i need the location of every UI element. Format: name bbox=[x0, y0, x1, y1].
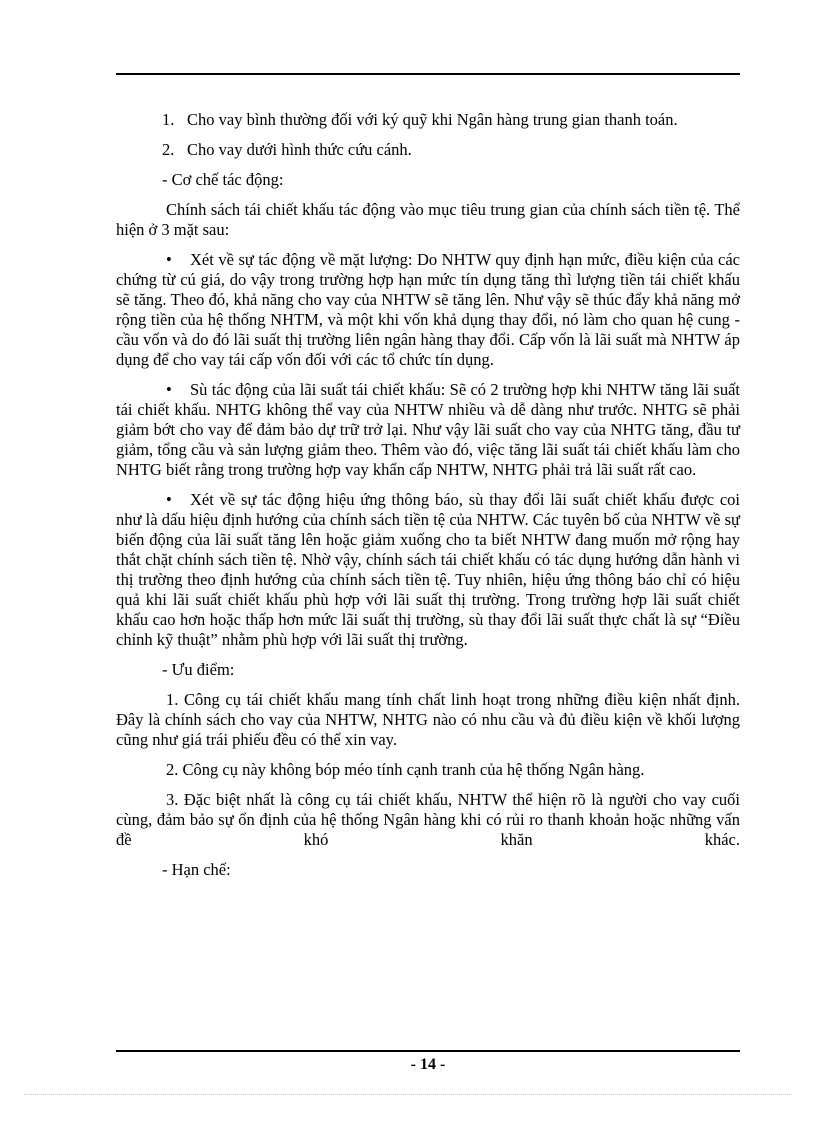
bullet-text: Xét về sự tác động hiệu ứng thông báo, sù thay đổi lãi suất chiết khấu được coi như là dấu hiệu định hướng của chính sách tiền tệ của NHTW. Các tuyên bố của NHTW về sự biến động của lãi suất tăng lên hoặc giảm xuống cho ta biết NHTW đang muốn mở rộng hay thắt chặt chính sách tiền tệ. Nhờ vậy, chính sách tái chiết khấu có tác dụng hướng dẫn hành vi thị trường theo định hướng của chính sách tiền tệ. Tuy nhiên, hiệu ứng thông báo chỉ có hiệu quả khi lãi suất chiết khấu phù hợp với lãi suất thị trường. Trong trường hợp lãi suất chiết khấu cao hơn hoặc thấp hơn mức lãi suất thị trường, sù thay đổi lãi suất thực chất là sự “Điều chỉnh kỹ thuật” nhằm phù hợp với lãi suất thị trường. bbox=[116, 490, 740, 649]
section-heading-limitations: - Hạn chế: bbox=[162, 860, 231, 879]
bullet-icon: • bbox=[166, 380, 172, 399]
header-rule bbox=[116, 73, 740, 75]
bullet-text: Sù tác động của lãi suất tái chiết khấu: Sẽ có 2 trường hợp khi NHTW tăng lãi suất tái chiết khấu. NHTG không thể vay của NHTW nhiều và dễ dàng như trước. NHTG sẽ phải giảm bớt cho vay để đảm bảo dự trữ trở lại. Như vậy lãi suất cho vay của NHTG tăng, đầu tư giảm, tổng cầu và sản lượng giảm theo. Thêm vào đó, việc tăng lãi suất tái chiết khấu làm cho NHTG biết rằng trong trường hợp vay khẩn cấp NHTW, NHTG phải trả lãi suất rất cao. bbox=[116, 380, 740, 479]
item-text: Cho vay bình thường đối với ký quỹ khi Ngân hàng trung gian thanh toán. bbox=[187, 110, 678, 129]
item-text: Cho vay dưới hình thức cứu cánh. bbox=[187, 140, 412, 159]
page-edge-divider bbox=[24, 1094, 792, 1095]
bullet-paragraph bbox=[116, 380, 740, 480]
paragraph: 2. Công cụ này không bóp méo tính cạnh tranh của hệ thống Ngân hàng. bbox=[166, 760, 645, 779]
numbered-item-2 bbox=[116, 140, 740, 160]
section-heading-advantages: - Ưu điểm: bbox=[162, 660, 235, 679]
bullet-paragraph bbox=[116, 250, 740, 370]
document-body bbox=[116, 110, 740, 890]
page-number: - 14 - bbox=[410, 1056, 446, 1073]
paragraph: 3. Đặc biệt nhất là công cụ tái chiết khấu, NHTW thể hiện rõ là người cho vay cuối cùng, đảm bảo sự ổn định của hệ thống Ngân hàng khi có rủi ro thanh khoản hoặc những vấn đề khó khăn khác. bbox=[116, 790, 740, 849]
item-number: 2. bbox=[162, 140, 175, 159]
paragraph: Chính sách tái chiết khấu tác động vào mục tiêu trung gian của chính sách tiền tệ. Thể hiện ở 3 mặt sau: bbox=[116, 200, 740, 239]
numbered-item-1 bbox=[116, 110, 740, 130]
footer-rule bbox=[116, 1050, 740, 1052]
bullet-text: Xét về sự tác động về mặt lượng: Do NHTW quy định hạn mức, điều kiện của các chứng từ cú giá, do vậy trong trường hợp hạn mức tín dụng tăng thì lượng tiền tái chiết khấu sẽ tăng. Theo đó, khả năng cho vay của NHTW sẽ tăng lên. Như vậy sẽ thúc đẩy khả năng mở rộng tiền của hệ thống NHTM, và một khi vốn khả dụng thay đổi, nó làm cho quan hệ cung - cầu vốn và do đó lãi suất thị trường liên ngân hàng thay đổi. Cấp vốn là lãi suất mà NHTW áp dụng để cho vay tái cấp vốn đối với các tổ chức tín dụng. bbox=[116, 250, 740, 369]
paragraph: 1. Công cụ tái chiết khấu mang tính chất linh hoạt trong những điều kiện nhất định. Đây là chính sách cho vay của NHTW, NHTG nào có nhu cầu và đủ điều kiện về khối lượng cũng như giá trái phiếu đều có thể xin vay. bbox=[116, 690, 740, 749]
bullet-icon: • bbox=[166, 490, 172, 509]
bullet-icon: • bbox=[166, 250, 172, 269]
section-heading-mechanism: - Cơ chế tác động: bbox=[162, 170, 284, 189]
bullet-paragraph bbox=[116, 490, 740, 650]
item-number: 1. bbox=[162, 110, 175, 129]
